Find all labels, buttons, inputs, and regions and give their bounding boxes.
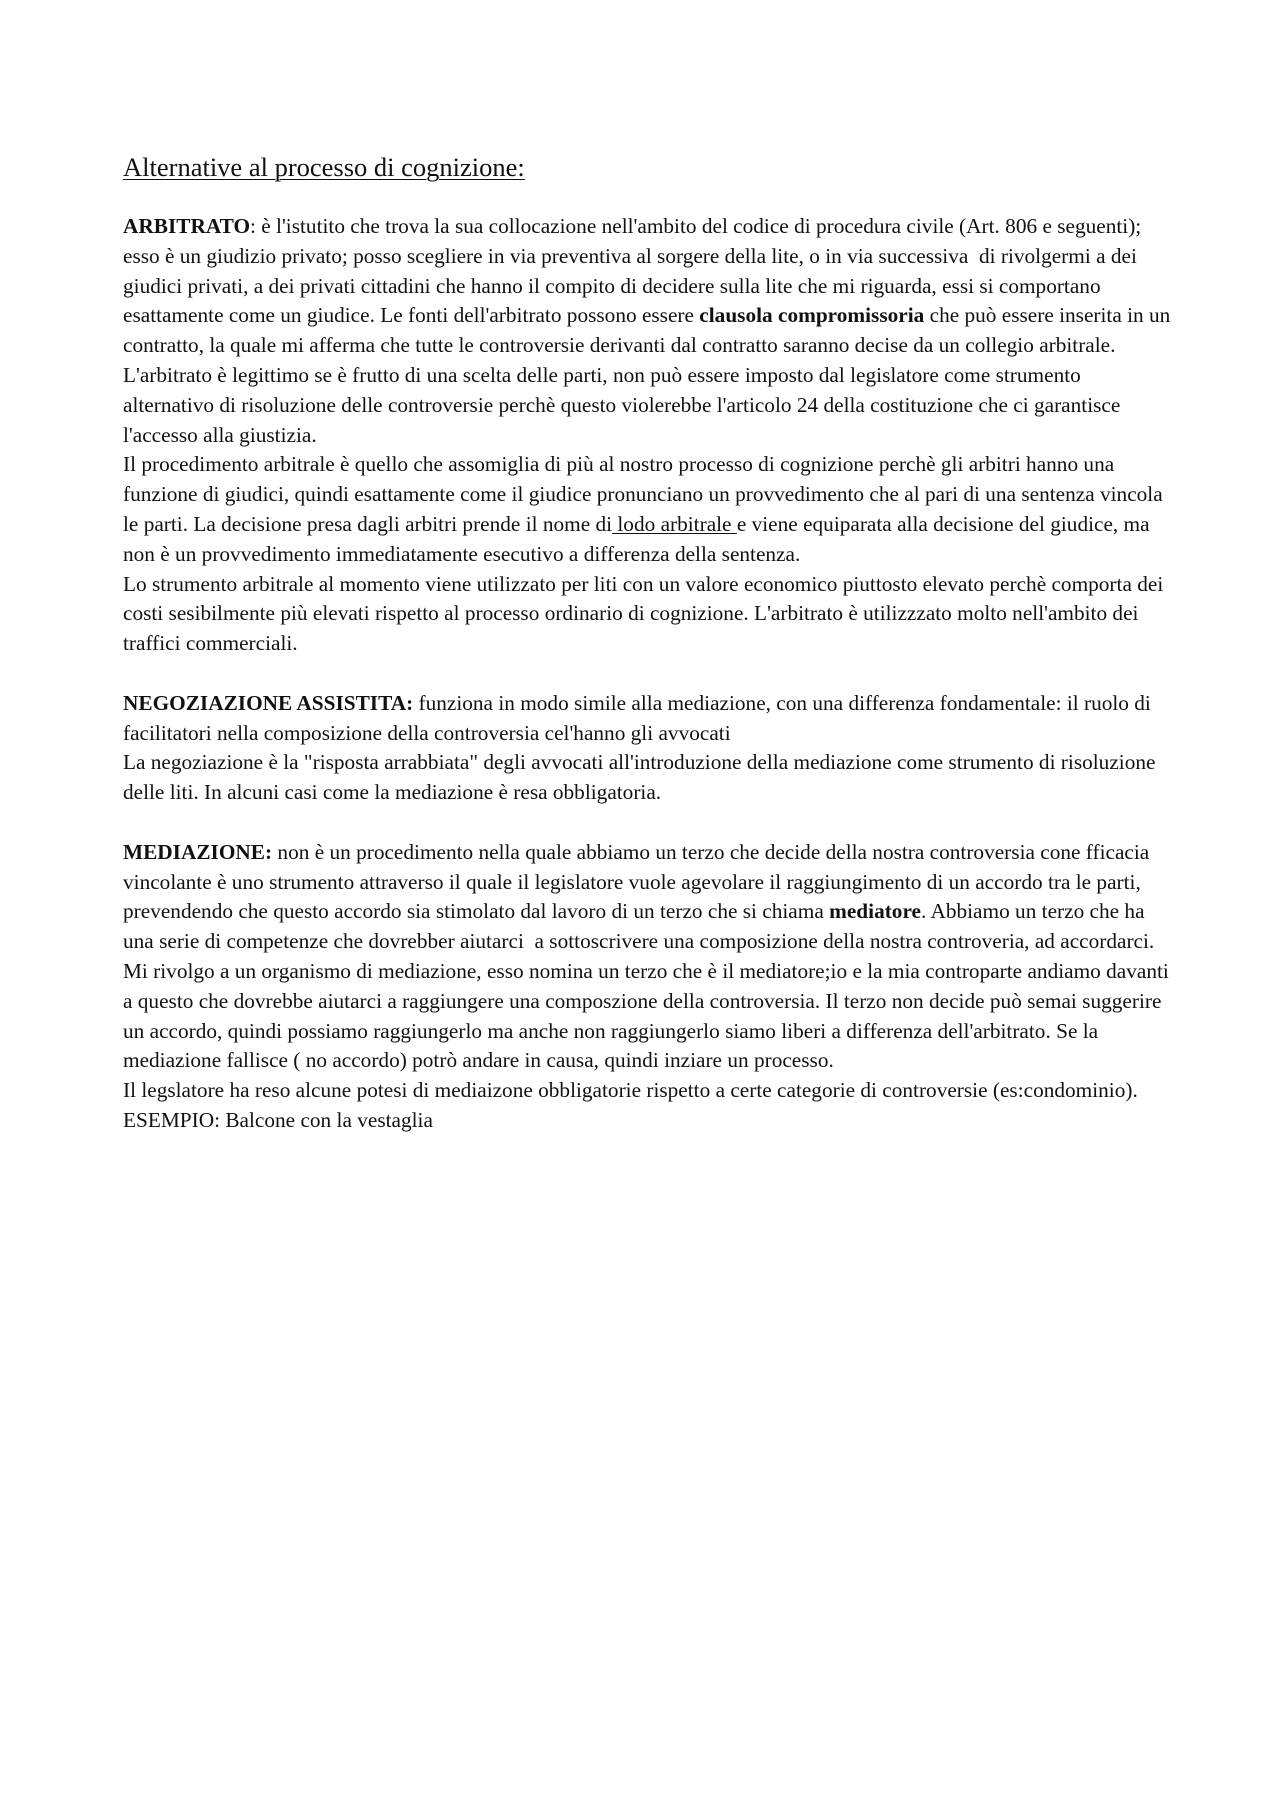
negoziazione-paragraph-2: La negoziazione è la "risposta arrabbiata" degli avvocati all'introduzione della mediazione come strumento di risoluzione delle liti. In alcuni casi come la mediazione è resa obbligatoria.	[123, 750, 1161, 805]
arbitrato-text-2a: Il procedimento arbitrale è quello che assomiglia di più al nostro processo di cognizione perchè gli arbitri hanno una funzione di giudici, quindi esattamente come il giudice pronunciano un provvedimento che al pari di una sentenza vincola le parti. La decisione presa dagli arbitri prende il nome di	[123, 452, 1168, 536]
arbitrato-text-1a: : è l'istutito che trova la sua collocazione nell'ambito del codice di procedura civile (Art. 806 e seguenti); esso è un giudizio privato; posso scegliere in via preventiva al sorgere della lite, o in via successiva di rivolgermi a dei giudici privati, a dei privati cittadini che hanno il compito di decidere sulla lite che mi riguarda, essi si comportano esattamente come un giudice. Le fonti dell'arbitrato possono essere	[123, 214, 1147, 328]
negoziazione-heading: NEGOZIAZIONE ASSISTITA:	[123, 690, 414, 715]
arbitrato-paragraph-2	[123, 450, 1173, 569]
mediazione-text-1b: . Abbiamo un terzo che ha una serie di competenze che dovrebber aiutarci a sottoscrivere una composizione della nostra controveria, ad accordarci. Mi rivolgo a un organismo di mediazione, esso nomina un terzo che è il mediatore;io e la mia controparte andiamo davanti a questo che dovrebbe aiutarci a raggiungere una composzione della controversia. Il terzo non decide può semai suggerire un accordo, quindi possiamo raggiungerlo ma anche non raggiungerlo siamo liberi a differenza dell'arbitrato. Se la mediazione fallisce ( no accordo) potrò andare in causa, quindi inziare un processo.	[123, 899, 1175, 1073]
mediazione-paragraph-1	[123, 838, 1173, 1076]
mediazione-paragraph-2: Il legslatore ha reso alcune potesi di mediaizone obbligatorie rispetto a certe categorie di controversie (es:condominio).	[123, 1078, 1138, 1103]
document-title: Alternative al processo di cognizione:	[123, 152, 525, 182]
arbitrato-paragraph-1	[123, 212, 1176, 450]
section-spacer	[123, 808, 1173, 838]
negoziazione-paragraph-1	[123, 689, 1173, 749]
clausola-compromissoria-term: clausola compromissoria	[699, 303, 925, 328]
mediazione-heading: MEDIAZIONE:	[123, 839, 273, 864]
negoziazione-text-1: funziona in modo simile alla mediazione, con una differenza fondamentale: il ruolo di facilitatori nella composizione della controversia cel'hanno gli avvocati	[123, 690, 1157, 745]
arbitrato-text-2b: e viene equiparata alla decisione del giudice, ma non è un provvedimento immediatamente esecutivo a differenza della sentenza.	[123, 511, 1155, 566]
document-page	[123, 150, 1176, 1136]
arbitrato-text-1b: che può essere inserita in un contratto, la quale mi afferma che tutte le controversie derivanti dal contratto saranno decise da un collegio arbitrale. L'arbitrato è legittimo se è frutto di una scelta delle parti, non può essere imposto dal legislatore come strumento alternativo di risoluzione delle controversie perchè questo violerebbe l'articolo 24 della costituzione che ci garantisce l'accesso alla giustizia.	[123, 303, 1176, 447]
section-spacer	[123, 659, 1173, 689]
mediazione-example: ESEMPIO: Balcone con la vestaglia	[123, 1107, 433, 1132]
lodo-arbitrale-term: lodo arbitrale	[612, 511, 737, 536]
mediazione-text-1a: non è un procedimento nella quale abbiamo un terzo che decide della nostra controversia cone fficacia vincolante è uno strumento attraverso il quale il legislatore vuole agevolare il raggiungimento di un accordo tra le parti, prevendendo che questo accordo sia stimolato dal lavoro di un terzo che si chiama	[123, 839, 1155, 924]
arbitrato-heading: ARBITRATO	[123, 214, 251, 238]
mediatore-term: mediatore	[829, 899, 921, 924]
arbitrato-paragraph-3: Lo strumento arbitrale al momento viene utilizzato per liti con un valore economico piuttosto elevato perchè comporta dei costi sesibilmente più elevati rispetto al processo ordinario di cognizione. L'arbitrato è utilizzzato molto nell'ambito dei traffici commerciali.	[123, 571, 1169, 656]
